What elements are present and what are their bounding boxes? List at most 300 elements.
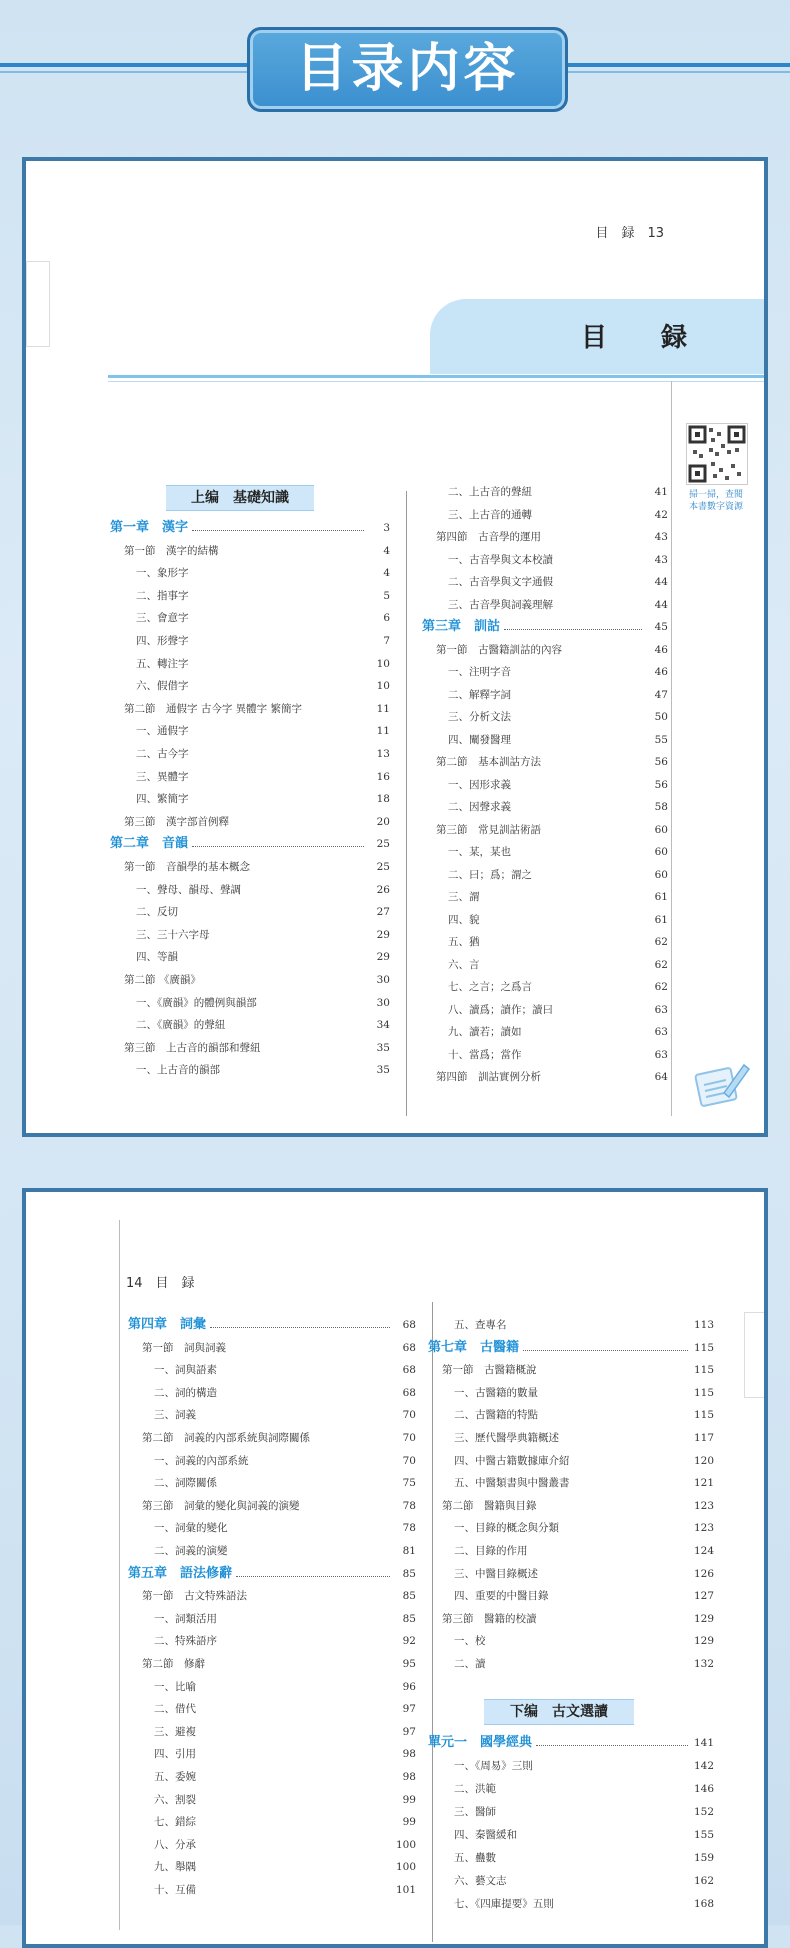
toc-page-number: 63: [654, 1026, 668, 1038]
toc-page-number: 129: [693, 1635, 714, 1648]
toc-page-number: 62: [654, 936, 668, 948]
toc-page-number: 41: [654, 486, 668, 498]
page-edge-tab: [26, 261, 50, 347]
toc-entry-title: 二、因聲求義: [448, 801, 511, 813]
toc-entry-title: 六、假借字: [136, 680, 189, 693]
toc-item[interactable]: [422, 573, 668, 591]
toc-entry-title: 八、讀爲；讀作；讀曰: [448, 1003, 553, 1016]
toc-item[interactable]: [128, 1768, 416, 1786]
toc-item[interactable]: [128, 1519, 416, 1537]
toc-entry-title: 第二節 《廣韻》: [124, 974, 201, 986]
toc-item[interactable]: [110, 948, 390, 966]
toc-page-number: 30: [376, 996, 390, 1009]
toc-entry-title: 七、之言；之爲言: [448, 981, 532, 993]
toc-section[interactable]: [428, 1610, 714, 1628]
toc-page-number: 56: [654, 756, 668, 768]
toc-page-number: 11: [376, 725, 390, 738]
toc-page-number: 152: [693, 1806, 714, 1818]
toc-page-number: 96: [402, 1680, 416, 1693]
toc-page-number: 35: [376, 1041, 390, 1054]
toc-page-number: 4: [383, 567, 390, 580]
toc-item[interactable]: [128, 1791, 416, 1809]
toc-entry-title: 二、詞義的演變: [154, 1545, 228, 1557]
toc-item[interactable]: [422, 911, 668, 929]
toc-section[interactable]: [128, 1497, 416, 1515]
toc-entry-title: 第二節 修辭: [142, 1658, 205, 1670]
toc-chapter[interactable]: [110, 519, 390, 537]
toc-entry-title: 第四章 詞彙: [128, 1317, 207, 1332]
toc-page-number: 68: [402, 1341, 416, 1354]
toc-page-number: 63: [654, 1003, 668, 1016]
toc-section[interactable]: [110, 1039, 390, 1057]
toc-item[interactable]: [110, 994, 390, 1012]
toc-entry-title: 一、上古音的韻部: [136, 1064, 220, 1077]
toc-page-number: 35: [376, 1064, 390, 1077]
column-divider: [406, 491, 407, 1116]
toc-entry-title: 二、解釋字詞: [448, 688, 511, 701]
toc-entry-title: 第五章 語法修辭: [128, 1565, 233, 1581]
toc-entry-title: 一、某，某也: [448, 846, 511, 858]
toc-entry-title: 第一節 音韻學的基本概念: [124, 861, 250, 873]
toc-page-number: 92: [402, 1635, 416, 1648]
leader-dots: [504, 618, 642, 630]
toc-page-number: 124: [693, 1545, 714, 1557]
toc-entry-title: 五、轉注字: [136, 657, 189, 670]
toc-item[interactable]: [422, 686, 668, 704]
toc-entry-title: 第一節 詞與詞義: [142, 1341, 226, 1354]
toc-entry-title: 九、舉隅: [154, 1861, 196, 1874]
toc-page-number: 98: [402, 1771, 416, 1783]
toc-item[interactable]: [128, 1452, 416, 1470]
toc-page-number: 85: [402, 1612, 416, 1625]
toc-item[interactable]: [128, 1858, 416, 1876]
toc-page-number: 29: [376, 928, 390, 941]
toc-page-number: 99: [402, 1816, 416, 1829]
toc-page-number: 68: [402, 1364, 416, 1377]
toc-entry-title: 第一節 古文特殊語法: [142, 1590, 247, 1603]
toc-item[interactable]: [128, 1813, 416, 1831]
running-header: 目 録 13: [595, 226, 664, 241]
toc-section[interactable]: [128, 1587, 416, 1605]
toc-page-number: 123: [693, 1499, 714, 1512]
toc-entry-title: 三、避複: [154, 1725, 196, 1738]
toc-entry-title: 第二節 詞義的內部系統與詞際關係: [142, 1432, 310, 1444]
toc-entry-title: 三、分析文法: [448, 711, 511, 723]
leader-dots: [192, 835, 364, 847]
toc-page-number: 63: [654, 1048, 668, 1061]
toc-item[interactable]: [428, 1780, 714, 1798]
toc-page-number: 60: [654, 868, 668, 881]
toc-section[interactable]: [110, 971, 390, 989]
toc-page-14: [22, 1188, 768, 1948]
part-heading: 上编 基礎知識: [166, 485, 314, 511]
toc-entry-title: 七、《四庫提要》五則: [454, 1898, 554, 1910]
toc-page-number: 25: [376, 861, 390, 873]
toc-page-number: 11: [376, 702, 390, 715]
toc-section[interactable]: [128, 1339, 416, 1357]
leader-dots: [210, 1316, 390, 1328]
toc-section[interactable]: [422, 528, 668, 546]
toc-page-number: 58: [654, 801, 668, 813]
toc-page-number: 129: [693, 1612, 714, 1625]
toc-section[interactable]: [128, 1655, 416, 1673]
toc-page-number: 13: [376, 748, 390, 760]
toc-page-number: 123: [693, 1522, 714, 1535]
toc-item[interactable]: [110, 881, 390, 899]
toc-entry-title: 二、讀: [454, 1658, 486, 1670]
toc-item[interactable]: [110, 632, 390, 650]
toc-entry-title: 二、古今字: [136, 748, 189, 760]
toc-section[interactable]: [422, 1068, 668, 1086]
leader-dots: [192, 519, 364, 531]
leader-dots: [536, 1734, 688, 1746]
toc-item[interactable]: [110, 722, 390, 740]
toc-entry-title: 一、聲母、韻母、聲調: [136, 883, 241, 896]
toc-page-number: 55: [654, 733, 668, 746]
toc-entry-title: 二、上古音的聲紐: [448, 486, 532, 498]
toc-page-number: 78: [402, 1499, 416, 1512]
toc-page-number: 115: [693, 1364, 714, 1377]
toc-entry-title: 第三章 訓詁: [422, 619, 501, 634]
toc-entry-title: 第一節 古醫籍概說: [442, 1364, 537, 1377]
toc-entry-title: 三、謂: [448, 891, 480, 903]
toc-entry-title: 七、錯綜: [154, 1816, 196, 1829]
toc-item[interactable]: [428, 1316, 714, 1334]
toc-page-number: 43: [654, 553, 668, 566]
toc-page-number: 60: [654, 823, 668, 836]
toc-item[interactable]: [128, 1384, 416, 1402]
toc-entry-title: 二、特殊語序: [154, 1635, 217, 1648]
page-title: 目 録: [581, 323, 702, 353]
toc-page-number: 10: [376, 657, 390, 670]
toc-section[interactable]: [422, 753, 668, 771]
toc-entry-title: 第二節 醫籍與目錄: [442, 1499, 537, 1512]
toc-page-number: 95: [402, 1658, 416, 1670]
toc-item[interactable]: [422, 551, 668, 569]
toc-item[interactable]: [110, 655, 390, 673]
toc-page-number: 47: [654, 688, 668, 701]
toc-section[interactable]: [422, 821, 668, 839]
toc-entry-title: 五、委婉: [154, 1771, 196, 1783]
toc-chapter[interactable]: [128, 1565, 416, 1583]
toc-item[interactable]: [422, 1023, 668, 1041]
toc-page-number: 61: [654, 891, 668, 903]
toc-item[interactable]: [428, 1474, 714, 1492]
toc-page-number: 50: [654, 711, 668, 723]
toc-item[interactable]: [422, 956, 668, 974]
toc-page-number: 45: [654, 621, 668, 633]
toc-entry-title: 一、古醫籍的數量: [454, 1386, 538, 1399]
toc-item[interactable]: [110, 587, 390, 605]
toc-entry-title: 三、三十六字母: [136, 928, 210, 941]
toc-entry-title: 第一節 古醫籍訓詁的內容: [436, 643, 562, 656]
toc-page-number: 97: [402, 1703, 416, 1716]
toc-item[interactable]: [422, 731, 668, 749]
title-rule: [108, 375, 768, 378]
toc-page-number: 115: [693, 1341, 714, 1354]
toc-item[interactable]: [110, 609, 390, 627]
toc-page-number: 99: [402, 1793, 416, 1806]
toc-entry-title: 二、曰；爲；謂之: [448, 868, 532, 881]
toc-item[interactable]: [428, 1384, 714, 1402]
toc-item[interactable]: [428, 1565, 714, 1583]
toc-item[interactable]: [110, 1061, 390, 1079]
toc-entry-title: 一、因形求義: [448, 778, 511, 791]
toc-entry-title: 一、象形字: [136, 567, 189, 580]
toc-page-number: 27: [376, 906, 390, 919]
toc-item[interactable]: [428, 1452, 714, 1470]
toc-entry-title: 二、古音學與文字通假: [448, 576, 553, 588]
toc-item[interactable]: [110, 564, 390, 582]
toc-page-number: 162: [693, 1875, 714, 1887]
toc-chapter[interactable]: [110, 835, 390, 853]
toc-chapter[interactable]: [428, 1339, 714, 1357]
toc-entry-title: 三、古音學與詞義理解: [448, 598, 553, 611]
toc-page-number: 117: [693, 1432, 714, 1444]
toc-entry-title: 第三節 詞彙的變化與詞義的演變: [142, 1499, 300, 1512]
toc-item[interactable]: [428, 1826, 714, 1844]
toc-page-number: 85: [402, 1590, 416, 1603]
toc-entry-title: 第二章 音韻: [110, 836, 189, 852]
toc-item[interactable]: [428, 1895, 714, 1913]
toc-entry-title: 一、注明字音: [448, 666, 511, 678]
toc-section[interactable]: [128, 1429, 416, 1447]
toc-page-number: 101: [395, 1884, 416, 1896]
toc-page-number: 97: [402, 1725, 416, 1738]
toc-entry-title: 二、詞的構造: [154, 1386, 217, 1399]
toc-page-number: 142: [693, 1760, 714, 1772]
margin-rule: [671, 381, 672, 1116]
toc-item[interactable]: [422, 506, 668, 524]
toc-item[interactable]: [422, 663, 668, 681]
toc-entry-title: 二、《廣韻》的聲紐: [136, 1019, 226, 1032]
toc-page-number: 4: [383, 544, 390, 557]
toc-page-number: 25: [376, 838, 390, 851]
toc-entry-title: 四、等韻: [136, 951, 178, 964]
toc-page-number: 70: [402, 1409, 416, 1422]
toc-page-number: 132: [693, 1658, 714, 1670]
toc-page-number: 42: [654, 508, 668, 521]
toc-page-number: 100: [395, 1861, 416, 1874]
toc-item[interactable]: [128, 1632, 416, 1650]
toc-item[interactable]: [422, 978, 668, 996]
toc-page-number: 3: [383, 522, 390, 534]
toc-entry-title: 三、歷代醫學典籍概述: [454, 1432, 559, 1444]
toc-entry-title: 二、指事字: [136, 589, 189, 602]
toc-entry-title: 十、互備: [154, 1884, 196, 1896]
toc-entry-title: 五、中醫類書與中醫叢書: [454, 1477, 570, 1490]
leader-dots: [236, 1565, 390, 1577]
toc-entry-title: 第四節 訓詁實例分析: [436, 1071, 541, 1083]
toc-entry-title: 一、詞類活用: [154, 1612, 217, 1625]
toc-item[interactable]: [422, 843, 668, 861]
toc-entry-title: 一、《周易》三則: [454, 1760, 533, 1772]
toc-item[interactable]: [110, 768, 390, 786]
toc-page-number: 75: [402, 1477, 416, 1490]
toc-page-number: 81: [402, 1545, 416, 1557]
toc-item[interactable]: [428, 1519, 714, 1537]
toc-item[interactable]: [128, 1610, 416, 1628]
toc-page-number: 16: [376, 770, 390, 783]
part-heading: 下编 古文選讀: [484, 1699, 634, 1725]
toc-item[interactable]: [428, 1632, 714, 1650]
toc-page-number: 159: [693, 1852, 714, 1864]
toc-entry-title: 九、讀若；讀如: [448, 1026, 522, 1038]
running-header: 14 目 録: [126, 1276, 195, 1291]
toc-item[interactable]: [110, 926, 390, 944]
toc-item[interactable]: [422, 798, 668, 816]
toc-item[interactable]: [110, 745, 390, 763]
toc-page-number: 10: [376, 680, 390, 693]
title-rule-thin: [108, 381, 768, 382]
toc-item[interactable]: [110, 677, 390, 695]
toc-page-number: 44: [654, 598, 668, 611]
toc-page-number: 34: [376, 1019, 390, 1032]
toc-entry-title: 四、中醫古籍數據庫介紹: [454, 1454, 570, 1467]
toc-entry-title: 第一章 漢字: [110, 520, 189, 535]
toc-section[interactable]: [110, 813, 390, 831]
toc-item[interactable]: [428, 1655, 714, 1673]
toc-page-number: 85: [402, 1567, 416, 1580]
toc-item[interactable]: [128, 1881, 416, 1899]
toc-page-number: 155: [693, 1829, 714, 1841]
qr-code-icon[interactable]: [686, 423, 748, 485]
toc-item[interactable]: [422, 708, 668, 726]
toc-entry-title: 二、洪範: [454, 1783, 496, 1795]
toc-page-number: 61: [654, 913, 668, 926]
toc-page-number: 20: [376, 815, 390, 828]
toc-entry-title: 第一節 漢字的結構: [124, 544, 219, 557]
toc-page-number: 141: [693, 1737, 714, 1749]
toc-item[interactable]: [428, 1587, 714, 1605]
toc-page-number: 78: [402, 1522, 416, 1535]
toc-item[interactable]: [428, 1757, 714, 1775]
toc-entry-title: 五、猶: [448, 936, 480, 948]
toc-chapter[interactable]: [428, 1734, 714, 1752]
toc-section[interactable]: [428, 1497, 714, 1515]
toc-page-number: 126: [693, 1567, 714, 1580]
toc-entry-title: 三、會意字: [136, 612, 189, 625]
toc-item[interactable]: [128, 1474, 416, 1492]
toc-page-number: 115: [693, 1409, 714, 1422]
toc-entry-title: 一、古音學與文本校讀: [448, 553, 553, 566]
toc-page-number: 146: [693, 1783, 714, 1795]
toc-entry-title: 六、藝文志: [454, 1875, 507, 1887]
toc-page-number: 5: [383, 589, 390, 602]
toc-entry-title: 四、引用: [154, 1748, 196, 1761]
toc-page-number: 26: [376, 883, 390, 896]
toc-entry-title: 四、秦醫緩和: [454, 1829, 517, 1841]
toc-entry-title: 六、割裂: [154, 1793, 196, 1806]
toc-entry-title: 二、詞際關係: [154, 1477, 217, 1490]
toc-page-number: 44: [654, 576, 668, 588]
toc-chapter[interactable]: [422, 618, 668, 636]
margin-rule: [119, 1220, 120, 1930]
toc-entry-title: 一、比喻: [154, 1680, 196, 1693]
toc-page-number: 46: [654, 666, 668, 678]
toc-entry-title: 六、言: [448, 958, 480, 971]
toc-page-number: 120: [693, 1454, 714, 1467]
toc-page-number: 62: [654, 958, 668, 971]
toc-page-number: 70: [402, 1432, 416, 1444]
toc-entry-title: 四、貌: [448, 913, 480, 926]
toc-page-number: 100: [395, 1838, 416, 1851]
toc-item[interactable]: [110, 790, 390, 808]
toc-page-number: 113: [693, 1319, 714, 1331]
toc-section[interactable]: [110, 858, 390, 876]
toc-page-number: 98: [402, 1748, 416, 1761]
toc-item[interactable]: [428, 1872, 714, 1890]
toc-entry-title: 三、醫師: [454, 1806, 496, 1818]
toc-item[interactable]: [422, 1046, 668, 1064]
toc-item[interactable]: [422, 933, 668, 951]
toc-entry-title: 第七章 古醫籍: [428, 1339, 520, 1355]
toc-item[interactable]: [128, 1723, 416, 1741]
toc-entry-title: 三、異體字: [136, 770, 189, 783]
toc-entry-title: 第四節 古音學的運用: [436, 531, 541, 543]
toc-page-number: 64: [654, 1071, 668, 1083]
toc-item[interactable]: [110, 1016, 390, 1034]
toc-page-number: 18: [376, 793, 390, 806]
toc-section[interactable]: [110, 542, 390, 560]
toc-item[interactable]: [428, 1542, 714, 1560]
toc-item[interactable]: [422, 596, 668, 614]
toc-entry-title: 一、詞與語素: [154, 1364, 217, 1377]
toc-section[interactable]: [110, 700, 390, 718]
toc-entry-title: 四、闡發醫理: [448, 733, 511, 746]
toc-section[interactable]: [422, 641, 668, 659]
toc-entry-title: 三、詞義: [154, 1409, 196, 1422]
toc-page-13: [22, 157, 768, 1137]
toc-item[interactable]: [428, 1849, 714, 1867]
toc-page-number: 6: [383, 612, 390, 625]
toc-entry-title: 三、中醫目錄概述: [454, 1567, 538, 1580]
toc-item[interactable]: [422, 1001, 668, 1019]
toc-entry-title: 第三節 漢字部首例釋: [124, 815, 229, 828]
toc-item[interactable]: [110, 903, 390, 921]
toc-entry-title: 第三節 上古音的韻部和聲紐: [124, 1041, 261, 1054]
toc-entry-title: 五、查專名: [454, 1319, 507, 1331]
toc-entry-title: 二、借代: [154, 1703, 196, 1716]
toc-item[interactable]: [428, 1406, 714, 1424]
toc-item[interactable]: [128, 1678, 416, 1696]
toc-entry-title: 一、《廣韻》的體例與韻部: [136, 996, 257, 1009]
toc-chapter[interactable]: [128, 1316, 416, 1334]
toc-item[interactable]: [128, 1745, 416, 1763]
toc-entry-title: 四、重要的中醫目錄: [454, 1590, 549, 1603]
toc-page-number: 30: [376, 974, 390, 986]
toc-page-number: 60: [654, 846, 668, 858]
toc-entry-title: 四、形聲字: [136, 635, 189, 647]
toc-item[interactable]: [128, 1361, 416, 1379]
toc-entry-title: 三、上古音的通轉: [448, 508, 532, 521]
toc-entry-title: 四、繁簡字: [136, 793, 189, 806]
toc-item[interactable]: [428, 1429, 714, 1447]
toc-page-number: 62: [654, 981, 668, 993]
page-edge-tab: [744, 1312, 768, 1398]
toc-item[interactable]: [128, 1700, 416, 1718]
toc-item[interactable]: [422, 483, 668, 501]
toc-item[interactable]: [128, 1406, 416, 1424]
toc-section[interactable]: [428, 1361, 714, 1379]
toc-item[interactable]: [428, 1803, 714, 1821]
toc-item[interactable]: [422, 888, 668, 906]
toc-item[interactable]: [422, 866, 668, 884]
toc-page-number: 43: [654, 531, 668, 543]
toc-item[interactable]: [128, 1542, 416, 1560]
toc-item[interactable]: [422, 776, 668, 794]
toc-item[interactable]: [128, 1836, 416, 1854]
